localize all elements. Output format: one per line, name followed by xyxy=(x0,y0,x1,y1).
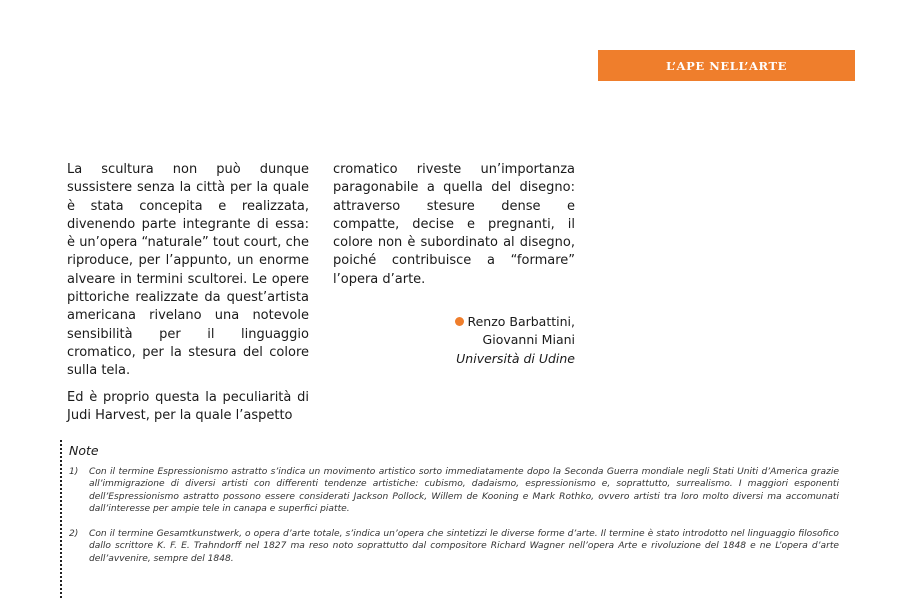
footnote-number: 2) xyxy=(69,529,79,539)
author-name-2: Giovanni Miani xyxy=(482,332,575,348)
notes-title: Note xyxy=(69,443,99,458)
body-paragraph: La scultura non può dunque sussistere senza la città per la quale è stata concepita e realizzata, divenendo parte integrante di essa: è un’opera “naturale” tout court, che riproduce, per l’appunto, un enorme alveare in termini scultorei. Le opere pittoriche realizzate da quest’artista americana rivelano una notevole sensibilità per il linguaggio cromatico, per la stesura del colore sulla tela. xyxy=(67,162,309,379)
author-name-1: Renzo Barbattini, xyxy=(467,314,575,329)
footnote-text: Con il termine Espressionismo astratto s’indica un movimento artistico sorto immediatamente dopo la Seconda Guerra mondiale negli Stati Uniti d’America grazie all’immigrazione di diversi artisti con differenti tendenze artistiche: cubismo, dadaismo, espressionismo e, soprattutto, surrealismo. I maggiori esponenti dell’Espressionismo astratto possono essere considerati Jackson Pollock, Willem de Kooning e Mark Rothko, ovvero artisti tra loro molto diversi ma accomunati dall’interesse per ampie tele in canapa e superfici piatte. xyxy=(89,467,839,515)
footnote xyxy=(69,528,839,565)
bullet-dot-icon xyxy=(455,317,464,326)
body-column-right xyxy=(333,161,575,297)
footnote-text: Con il termine Gesamtkunstwerk, o opera d’arte totale, s’indica un’opera che sintetizzi le diverse forme d’arte. Il termine è stato introdotto nel linguaggio filosofico dallo scrittore K. F. E. Trahndorff nel 1827 ma reso noto soprattutto dal compositore Richard Wagner nell’opera Arte e rivoluzione del 1848 e ne L’opera d’arte dell’avvenire, sempre del 1848. xyxy=(89,529,839,564)
author-line-1 xyxy=(420,313,575,331)
body-column-left xyxy=(67,161,309,433)
section-badge: L’APE NELL’ARTE xyxy=(598,50,855,81)
body-paragraph: cromatico riveste un’importanza paragonabile a quella del disegno: attraverso stesure dense e compatte, decise e pregnanti, il colore non è subordinato al disegno, poiché contribuisce a “formare” l’opera d’arte. xyxy=(333,162,575,287)
notes-divider xyxy=(60,440,62,598)
footnote-number: 1) xyxy=(69,467,79,477)
body-paragraph: Ed è proprio questa la peculiarità di Judi Harvest, per la quale l’aspetto xyxy=(67,389,309,423)
footnote xyxy=(69,466,839,516)
author-block xyxy=(420,313,575,368)
author-affiliation: Università di Udine xyxy=(456,350,575,366)
